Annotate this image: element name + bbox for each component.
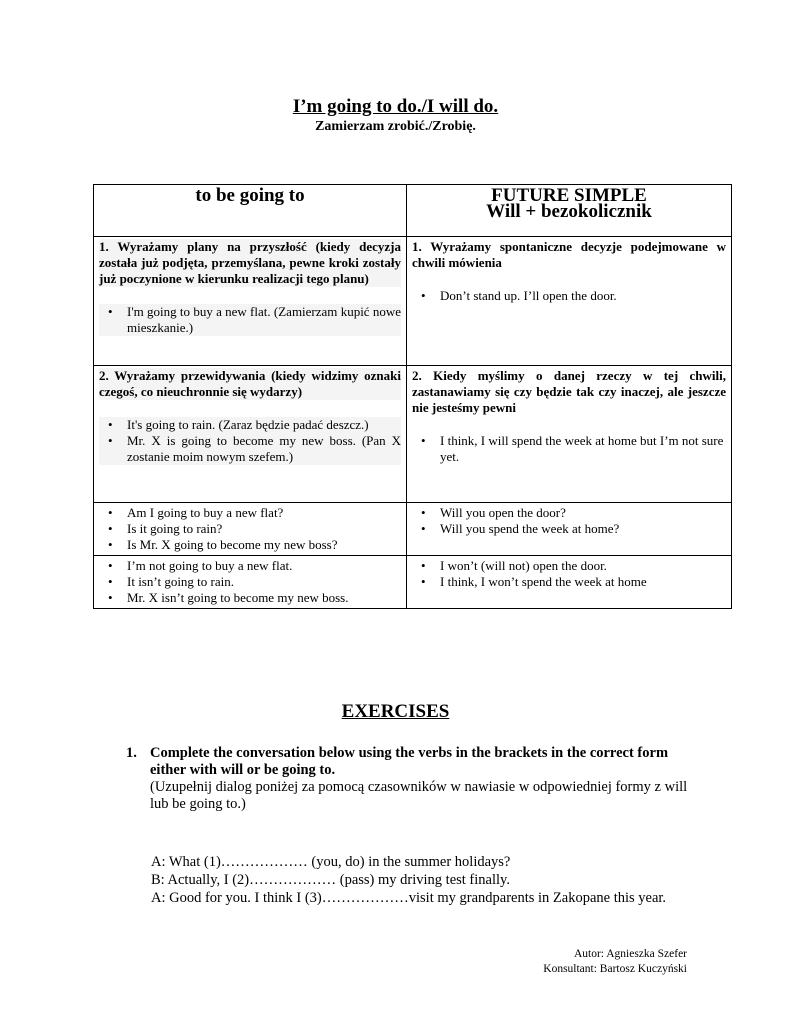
cell-negatives-going-to bbox=[94, 556, 407, 609]
list-item: • I'm going to buy a new flat. (Zamierzam kupić nowe mieszkanie.) bbox=[127, 304, 401, 336]
list-item: • I think, I won’t spend the week at home bbox=[440, 574, 726, 590]
question-list bbox=[99, 505, 401, 553]
rule-text: 1. Wyrażamy plany na przyszłość (kiedy decyzja została już podjęta, przemyślana, pewne kroki zostały już poczynione w kierunku realizacji tego planu) bbox=[99, 239, 401, 286]
negative-list bbox=[412, 558, 726, 590]
example-list bbox=[412, 433, 726, 465]
header-future-simple-line1: FUTURE SIMPLE bbox=[491, 185, 647, 206]
list-item: • Is Mr. X going to become my new boss? bbox=[127, 537, 401, 553]
list-item: • Mr. X isn’t going to become my new boss. bbox=[127, 590, 401, 606]
grammar-table bbox=[93, 184, 732, 609]
cell-predictions bbox=[94, 366, 407, 503]
exercise-instruction-body bbox=[150, 745, 696, 813]
dialog-line: A: Good for you. I think I (3)………………visit my grandparents in Zakopane this year. bbox=[151, 890, 667, 906]
rule-text: 2. Kiedy myślimy o danej rzeczy w tej chwili, zastanawiamy się czy będzie tak czy inaczej, ale jeszcze nie jesteśmy pewni bbox=[412, 368, 726, 415]
table-row bbox=[94, 366, 732, 503]
dialog-line: B: Actually, I (2)……………… (pass) my driving test finally. bbox=[151, 872, 510, 888]
example-list bbox=[99, 417, 401, 465]
list-item: • I’m not going to buy a new flat. bbox=[127, 558, 401, 574]
list-item: • Don’t stand up. I’ll open the door. bbox=[440, 288, 726, 304]
exercise-dialog bbox=[151, 853, 691, 907]
example-list bbox=[99, 304, 401, 336]
negative-list bbox=[99, 558, 401, 606]
instruction-polish: (Uzupełnij dialog poniżej za pomocą czasowników w nawiasie w odpowiedniej formy z will lub be going to.) bbox=[150, 779, 688, 812]
header-future-simple bbox=[407, 185, 732, 237]
consultant-credit: Konsultant: Bartosz Kuczyński bbox=[543, 963, 687, 975]
header-going-to-label: to be going to bbox=[195, 185, 305, 206]
table-row bbox=[94, 237, 732, 366]
exercises-heading: EXERCISES bbox=[341, 701, 450, 722]
cell-uncertain bbox=[407, 366, 732, 503]
list-item: • It isn’t going to rain. bbox=[127, 574, 401, 590]
page-subtitle: Zamierzam zrobić./Zrobię. bbox=[315, 119, 476, 134]
rule-text: 2. Wyrażamy przewidywania (kiedy widzimy oznaki czegoś, co nieuchronnie się wydarzy) bbox=[99, 368, 401, 399]
question-list bbox=[412, 505, 726, 537]
table-row bbox=[94, 503, 732, 556]
cell-questions-will bbox=[407, 503, 732, 556]
cell-questions-going-to bbox=[94, 503, 407, 556]
page-title: I’m going to do./I will do. bbox=[292, 96, 499, 117]
instruction-english: Complete the conversation below using the verbs in the brackets in the correct form either with will or be going to. bbox=[150, 745, 669, 778]
list-item: • Am I going to buy a new flat? bbox=[127, 505, 401, 521]
list-item: • Will you spend the week at home? bbox=[440, 521, 726, 537]
exercise-instructions bbox=[126, 745, 696, 813]
rule-text: 1. Wyrażamy spontaniczne decyzje podejmowane w chwili mówienia bbox=[412, 239, 726, 270]
credits bbox=[543, 947, 687, 977]
dialog-line: A: What (1)……………… (you, do) in the summer holidays? bbox=[151, 854, 511, 870]
list-item: • Is it going to rain? bbox=[127, 521, 401, 537]
example-list bbox=[412, 288, 726, 304]
author-credit: Autor: Agnieszka Szefer bbox=[573, 948, 687, 960]
cell-spontaneous bbox=[407, 237, 732, 366]
table-header-row bbox=[94, 185, 732, 237]
header-future-simple-line2: Will + bezokolicznik bbox=[486, 201, 652, 222]
table-row bbox=[94, 556, 732, 609]
cell-negatives-will bbox=[407, 556, 732, 609]
list-item: • I won’t (will not) open the door. bbox=[440, 558, 726, 574]
list-item: • Will you open the door? bbox=[440, 505, 726, 521]
exercise-number: 1. bbox=[126, 745, 137, 761]
cell-plans bbox=[94, 237, 407, 366]
list-item: • Mr. X is going to become my new boss. (Pan X zostanie moim nowym szefem.) bbox=[127, 433, 401, 465]
list-item: • It's going to rain. (Zaraz będzie padać deszcz.) bbox=[127, 417, 401, 433]
header-going-to bbox=[94, 185, 407, 237]
list-item: • I think, I will spend the week at home but I’m not sure yet. bbox=[440, 433, 726, 465]
